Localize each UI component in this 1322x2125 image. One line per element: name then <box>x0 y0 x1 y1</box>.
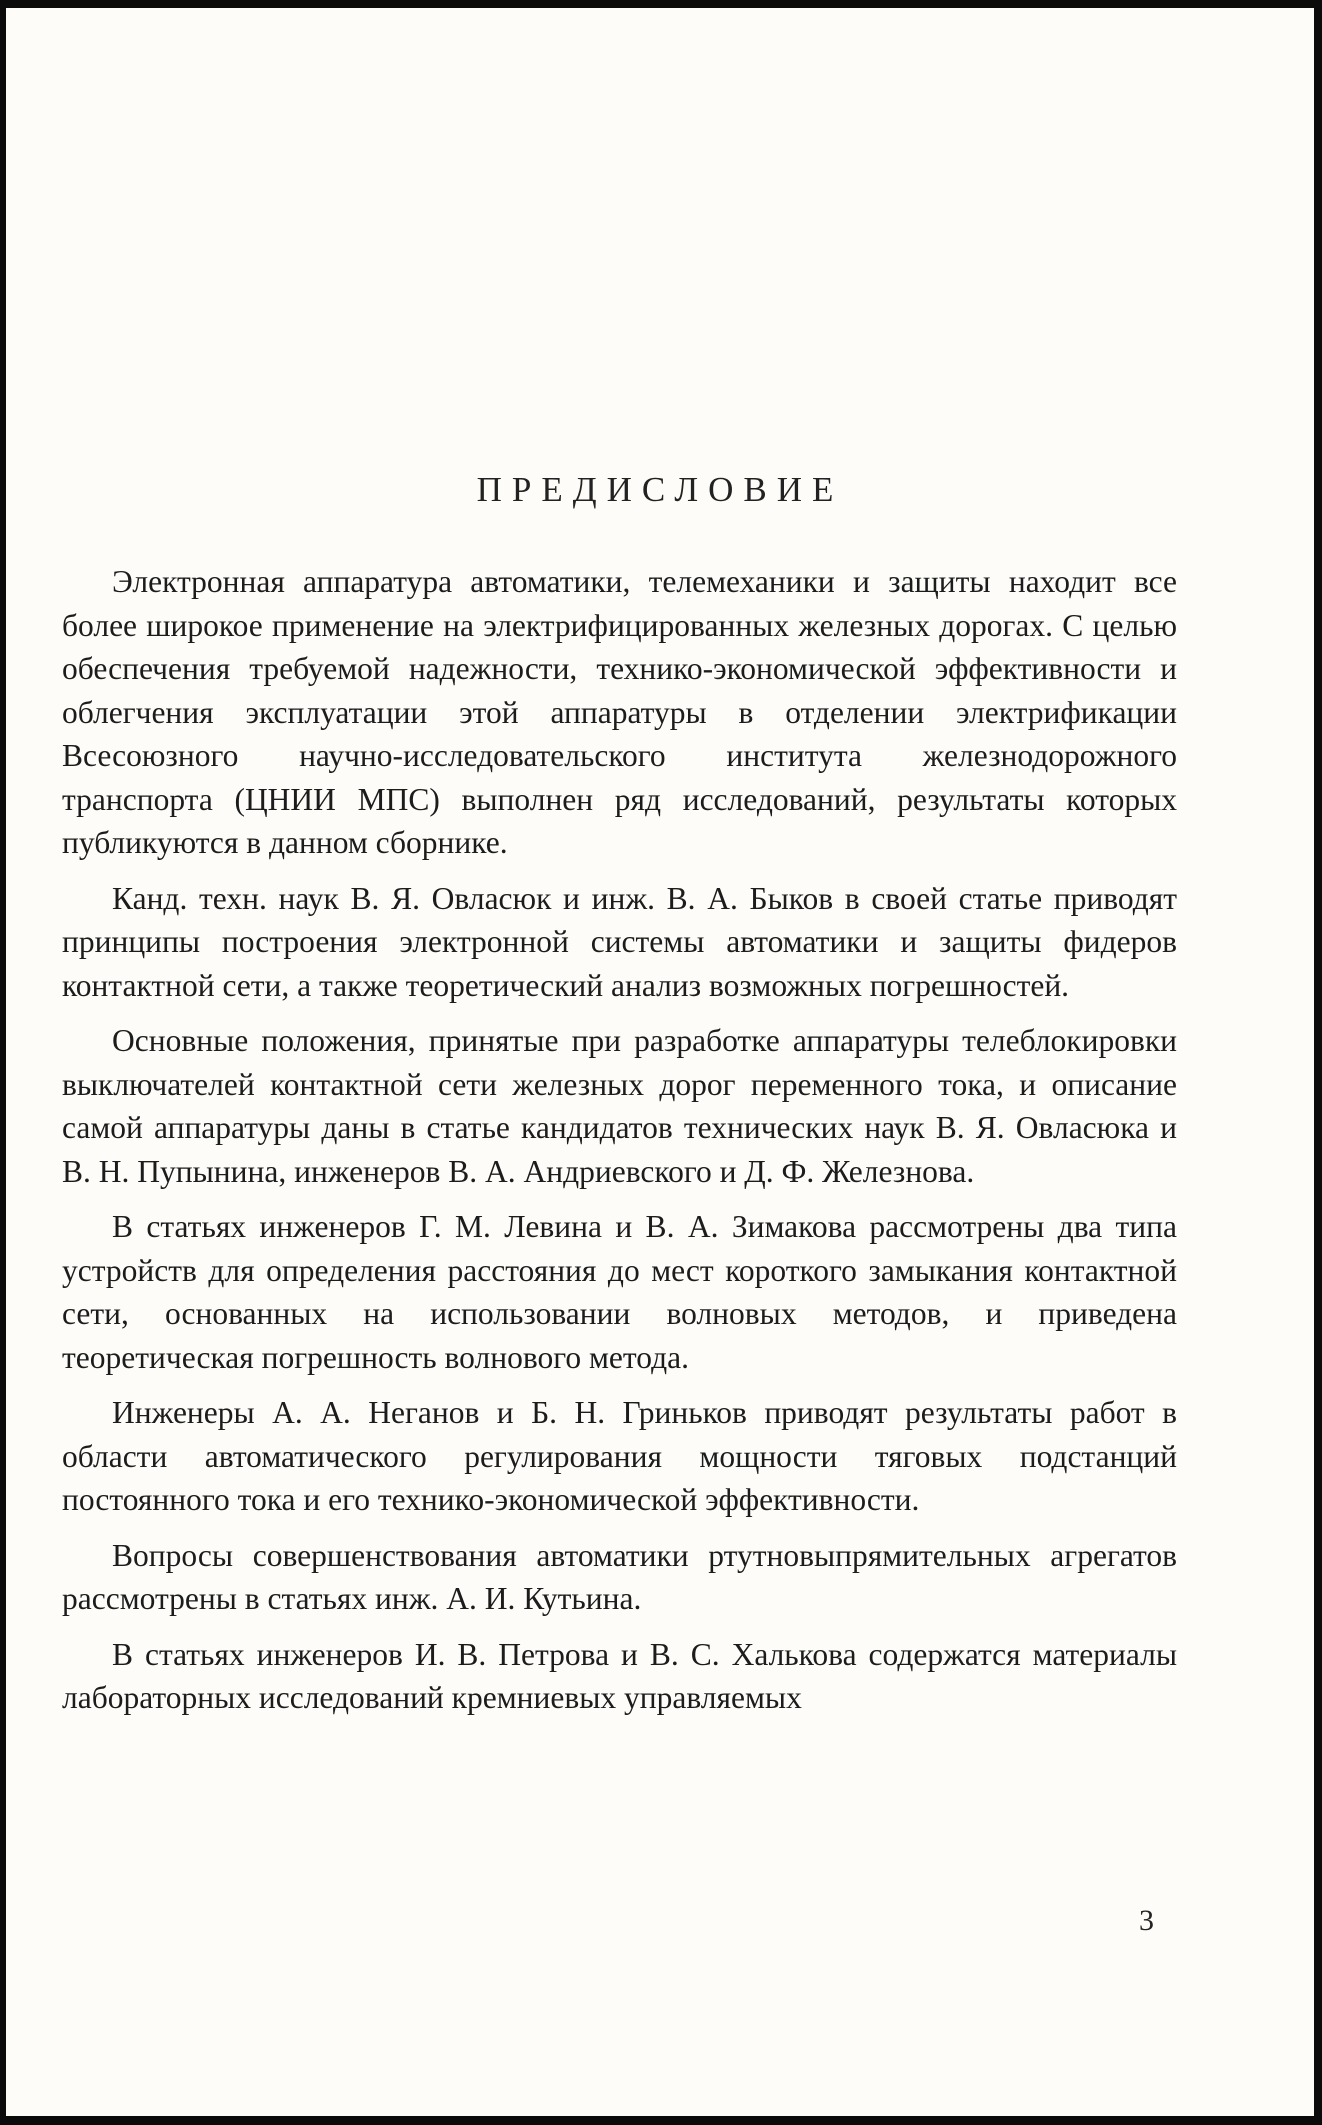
page-title: ПРЕДИСЛОВИЕ <box>476 470 844 509</box>
document-page <box>6 8 1314 2116</box>
paragraph-kutin: Вопросы совершенствования автоматики ртутновыпрямительных агрегатов рассмотрены в статьях инж. А. И. Кутьина. <box>62 1537 1177 1616</box>
paragraph-petrov-khalkov: В статьях инженеров И. В. Петрова и В. С. Халькова содержатся материалы лабораторных исследований кремниевых управляемых <box>62 1636 1177 1715</box>
paragraph-ovlasyuk-bykov: Канд. техн. наук В. Я. Овласюк и инж. В. А. Быков в своей статье приводят принципы построения электронной системы автоматики и защиты фидеров контактной сети, а также теоретический анализ возможных погрешностей. <box>62 880 1177 1003</box>
paragraph-levin-zimakov: В статьях инженеров Г. М. Левина и В. А. Зимакова рассмотрены два типа устройств для определения расстояния до мест короткого замыкания контактной сети, основанных на использовании волновых методов, и приведена теоретическая погрешность волнового метода. <box>62 1209 1177 1375</box>
paragraph-neganov-grinkov: Инженеры А. А. Неганов и Б. Н. Гриньков приводят результаты работ в области автоматического регулирования мощности тяговых подстанций постоянного тока и его технико-экономической эффективности. <box>62 1395 1177 1517</box>
paragraph-intro: Электронная аппаратура автоматики, телемеханики и защиты находит все более широкое применение на электрифицированных железных дорогах. С целью обеспечения требуемой надежности, технико-экономической эффективности и облегчения эксплуатации этой аппаратуры в отделении электрификации Всесоюзного научно-исследовательского института железнодорожного транспорта (ЦНИИ МПС) выполнен ряд исследований, результаты которых публикуются в данном сборнике. <box>62 564 1177 860</box>
page-number: 3 <box>1139 1904 1154 1937</box>
paragraph-teleblocking: Основные положения, принятые при разработке аппаратуры телеблокировки выключателей контактной сети железных дорог переменного тока, и описание самой аппаратуры даны в статье кандидатов технических наук В. Я. Овласюка и В. Н. Пупынина, инженеров В. А. Андриевского и Д. Ф. Железнова. <box>62 1023 1177 1189</box>
body-text <box>62 560 1177 1732</box>
